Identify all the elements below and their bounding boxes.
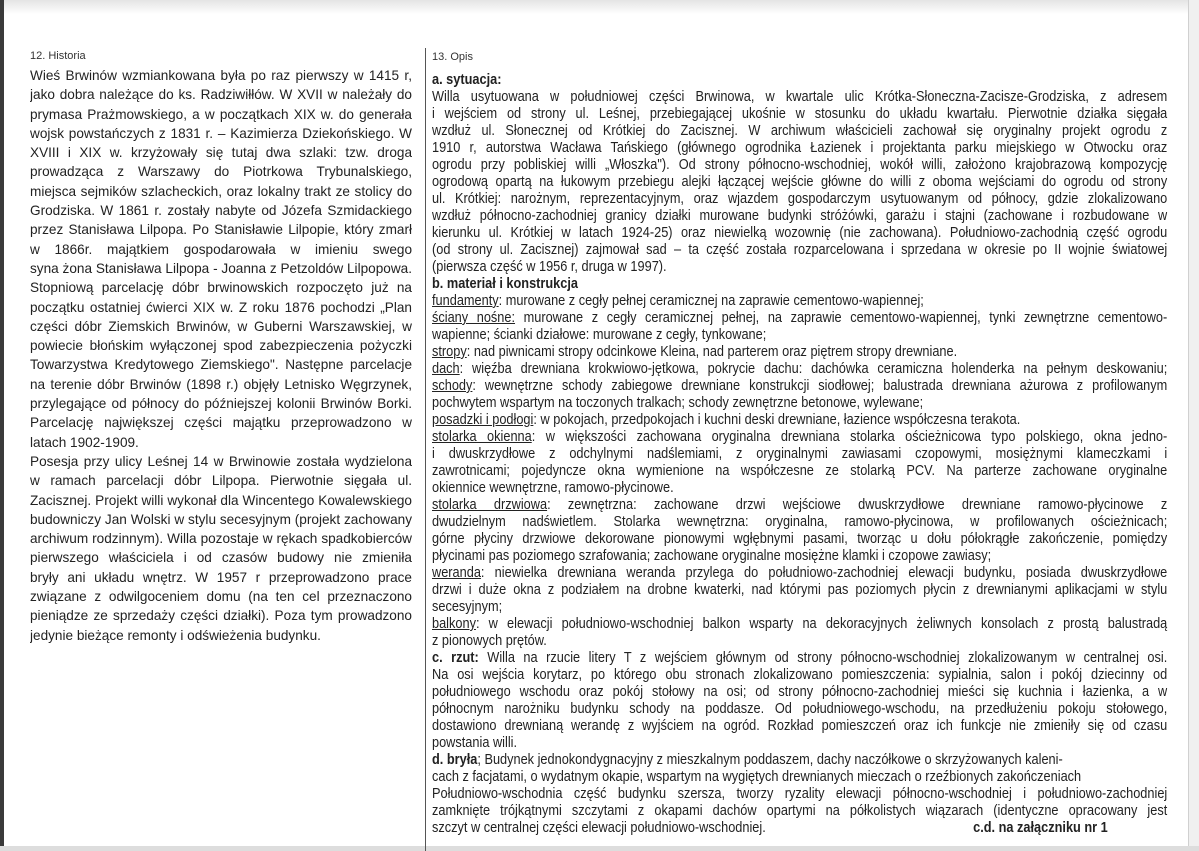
text-segment: syna żona Stanisława Lilpopa - Joanna z Petzoldów Lilpopowa. <box>30 260 412 276</box>
text-line <box>432 241 1167 258</box>
text-segment: dostawiono drewnianą werandę z wyjściem na ogród. Rozkład pomieszczeń oraz ich funkcje nie zmieniły się od czasu <box>432 717 1168 734</box>
text-line <box>432 802 1167 819</box>
text-line <box>432 258 1167 275</box>
text-segment: południowego wschodu oraz pokój stołowy na osi; od strony północno-zachodniej mieści się kuchnia i łazienka, a w <box>432 683 1168 700</box>
text-segment: przez Stanisława Lilpopa. Po Stanisławie Lilpopie, który zmarł <box>30 222 412 238</box>
text-line <box>432 105 1167 122</box>
text-segment: cach z facjatami, o wydatnym okapie, wspartym na wygiętych drewnianych mieczach o rzeźbionych zakończeniach <box>432 768 1082 785</box>
text-segment: Zacisznej. Projekt willi wykonał dla Wincentego Kowalewskiego <box>30 492 412 508</box>
text-line <box>432 292 1167 309</box>
text-line <box>432 632 1167 649</box>
text-line <box>432 479 1167 496</box>
scan-bottom-edge <box>0 846 1199 851</box>
text-line <box>432 785 1167 802</box>
text-line <box>30 240 412 259</box>
text-line <box>30 355 412 374</box>
text-line <box>432 173 1167 190</box>
text-line <box>30 336 412 355</box>
text-segment: Południowo-wschodnia część budynku szersza, tworzy ryzality elewacji północno-wschodniej i południowo-zachodniej <box>432 785 1168 802</box>
subsection-heading: d. bryła <box>432 751 478 768</box>
text-segment: Na osi wejścia korytarz, po którego obu stronach zlokalizowano pomieszczenia: sypialnia, salon i pokój dziecinny od <box>432 666 1168 683</box>
text-line <box>30 220 412 239</box>
section-title-opis: 13. Opis <box>432 51 473 63</box>
text-segment: ul. Krótkiej: narożnym, reprezentacyjnym, oraz wjazdem gospodarczym usytuowanym od północy, gdzie zlokalizowano <box>432 190 1168 207</box>
text-segment: początku ostatniej ćwierci XIX w. Z roku 1876 pochodzi „Plan <box>30 299 412 315</box>
text-segment: przylegające od północy do późniejszej kolonii Brwinów Borki. <box>30 396 412 412</box>
text-line <box>432 428 1167 445</box>
scan-left-edge <box>0 0 4 851</box>
text-segment: Wieś Brwinów wzmiankowana była po raz pierwszy w 1415 r, <box>30 68 412 83</box>
text-line <box>432 819 1167 836</box>
text-segment: w 1866r. majątkiem gospodarowała w imieniu swego <box>30 241 412 257</box>
text-line <box>432 309 1167 326</box>
section-title-historia: 12. Historia <box>30 50 86 62</box>
field-label: stropy <box>432 343 467 360</box>
text-segment: drzwi i duże okna z podziałem na drobne kwaterki, nad którymi pas poziomych płycin z drewnianymi aplikacjami w stylu <box>432 581 1168 598</box>
text-line <box>30 105 412 124</box>
text-line <box>30 568 412 587</box>
text-segment: ogrodu przy pobliskiej willi „Włoszka"). Od strony północno-wschodniej, wokół willi, założono krajobrazową kompozycję <box>432 156 1168 173</box>
text-line <box>30 162 412 181</box>
text-line <box>432 360 1167 377</box>
text-segment: latach 1902-1909. <box>30 434 139 450</box>
text-line <box>432 683 1167 700</box>
text-line <box>432 275 1167 292</box>
text-line <box>432 547 1167 564</box>
text-segment: : nad piwnicami stropy odcinkowe Kleina, nad parterem oraz piętrem stropy drewniane. <box>466 343 958 360</box>
text-segment: miejsca sejmików szlacheckich, oraz lokalny trakt ze stolicy do <box>30 183 412 199</box>
text-segment: Stopniową parcelację dóbr brwinowskich rozpoczęto już na <box>30 280 412 296</box>
text-line <box>432 564 1167 581</box>
field-label: ściany nośne: <box>432 309 516 326</box>
scan-top-shade <box>0 0 1199 14</box>
field-label: stolarka okienna <box>432 428 532 445</box>
text-segment: związane z odwilgoceniem domu (na ten cel przeznaczono <box>30 589 412 605</box>
text-segment: z pionowych prętów. <box>432 632 547 649</box>
text-line <box>30 394 412 413</box>
historia-text <box>30 66 412 645</box>
text-segment: (pierwsza część w 1956 r, druga w 1997). <box>432 258 667 275</box>
text-line <box>432 598 1167 615</box>
text-segment: Parcelację największej części majątku przeprowadzono w <box>30 415 412 431</box>
text-segment: na terenie dóbr Brwinów (1898 r.) objęły Letnisko Węgrzynek, <box>30 376 412 392</box>
field-label: weranda <box>432 564 481 581</box>
text-segment: górne płyciny drzwiowe dekorowane pionowymi wgłębnymi pasami, tworząc u dołu półokrągłe zakończenie, pomiędzy <box>432 530 1168 547</box>
text-segment: Posesja przy ulicy Leśnej 14 w Brwinowie została wydzielona <box>30 453 412 469</box>
text-line <box>30 529 412 548</box>
text-segment: murowane z cegły ceramicznej pełnej, na zaprawie cementowo-wapiennej, tynki zewnętrzne cementowo- <box>515 309 1168 326</box>
text-segment: : w większości zachowana oryginalna drewniana stolarka ościeżnicowa typo polskiego, okna jedno- <box>531 428 1168 445</box>
text-line <box>30 510 412 529</box>
text-line <box>30 278 412 297</box>
text-line <box>432 445 1167 462</box>
text-segment: bryły ani układu wnętrz. W 1957 r przeprowadzono prace <box>30 569 412 585</box>
text-line <box>30 259 412 278</box>
text-segment: wzdłuż ul. Słonecznej od Krótkiej do Zacisznej. W archiwum właścicieli zachował się oryginalny projekt ogrodu z <box>432 122 1168 139</box>
text-line <box>30 143 412 162</box>
text-segment: archiwum rodzinnym). Willa pozostaje w rękach spadkobierców <box>30 531 412 547</box>
text-segment: płycinami pas poziomego szrafowania; zachowane oryginalne mosiężne klamki i czopowe zawiasy; <box>432 547 992 564</box>
text-line <box>30 85 412 104</box>
field-label: schody <box>432 377 473 394</box>
text-line <box>432 88 1167 105</box>
text-line <box>432 156 1167 173</box>
subsection-heading: b. materiał i konstrukcja <box>432 275 578 292</box>
scan-right-edge <box>1188 0 1199 851</box>
text-line <box>432 666 1167 683</box>
text-line <box>30 606 412 625</box>
text-line <box>432 394 1167 411</box>
text-segment: Towarzystwa Kredytowego Ziemskiego". Następne parcelacje <box>30 357 412 373</box>
text-line <box>432 71 1167 88</box>
text-segment: północnym narożniku budynku schody na poddasze. Od południowego-wschodu, na przedłużeniu pokoju stołowego, <box>432 700 1168 717</box>
text-line <box>432 649 1167 666</box>
text-line <box>432 581 1167 598</box>
text-line <box>432 343 1167 360</box>
text-segment: budowniczy Jan Wolski w stylu secesyjnym (projekt zachowany <box>30 511 412 527</box>
text-segment: dwudzielnym nadświetlem. Stolarka wewnętrzna: oryginalna, ramowo-płycinowa, w profilowanych ościeżnicach; <box>432 513 1168 530</box>
continuation-note: c.d. na załączniku nr 1 <box>973 819 1108 836</box>
text-segment: : wewnętrzne schody zabiegowe drewniane konstrukcji siodłowej; balustrada drewniana ażurowa z profilowanym <box>472 377 1168 394</box>
text-line <box>432 224 1167 241</box>
text-line <box>30 66 412 85</box>
text-line <box>30 452 412 471</box>
text-line <box>432 207 1167 224</box>
text-segment: wapienne; ścianki działowe: murowane z cegły, tynkowane; <box>432 326 767 343</box>
subsection-heading: a. sytuacja: <box>432 71 502 88</box>
text-segment: 1910 r, autorstwa Wacława Tańskiego (głównego ogrodnika Łazienek i projektanta parku miejskiego w Otwocku oraz <box>432 139 1168 156</box>
text-segment: : więźba drewniana krokwiowo-jętkowa, pokrycie dachu: dachówka ceramiczna holenderka na pełnym deskowaniu; <box>459 360 1168 377</box>
text-line <box>30 587 412 606</box>
text-line <box>30 548 412 567</box>
text-segment: : w elewacji południowo-wschodniej balkon wsparty na dekoracyjnych żeliwnych konsolach z prostą balustradą <box>475 615 1168 632</box>
text-segment: : murowane z cegły pełnej ceramicznej na zaprawie cementowo-wapiennej; <box>498 292 924 309</box>
text-line <box>432 751 1167 768</box>
text-segment: szczyt w centralnej części elewacji południowo-wschodniej. <box>432 819 766 836</box>
text-segment: zamknięte trójkątnymi szczytami z okapami dachów opartymi na półkolistych wiązarach (identyczne opracowany jest <box>432 802 1168 819</box>
text-segment: ogrodową opartą na łukowym przebiegu alejki łączącej wejście główne do willi z oboma wejściami do ogrodu od strony <box>432 173 1168 190</box>
text-segment: w ramach parcelacji dóbr Lilpopa. Pierwotnie sięgała ul. <box>30 473 412 489</box>
text-segment: Grodziska. W 1861 r. zostały nabyte od Józefa Szmidackiego <box>30 203 412 219</box>
field-label: posadzki i podłogi <box>432 411 534 428</box>
text-line <box>30 375 412 394</box>
text-segment: ; Budynek jednokondygnacyjny z mieszkalnym poddaszem, dachy naczółkowe o skrzyżowanych kaleni- <box>477 751 1063 768</box>
text-segment: powstania willi. <box>432 734 518 751</box>
subsection-heading: c. rzut: <box>432 649 479 666</box>
text-line <box>432 530 1167 547</box>
text-line <box>30 626 412 645</box>
text-segment: pierwszego właściciela i od czasów budowy nie zmieniła <box>30 550 412 566</box>
text-segment: powiecie błońskim wyłączonej spod zabezpieczenia pożyczki <box>30 338 412 354</box>
text-segment: prowadząca z Warszawy do Piotrkowa Trybunalskiego, <box>30 164 412 180</box>
text-segment: prymasa Prażmowskiego, a w początkach XIX w. do generała <box>30 106 412 122</box>
text-segment: i wejściem od strony ul. Leśnej, przebiegającej ukośnie w stosunku do układu kwartału. Pierwotnie działka sięgała <box>432 105 1168 122</box>
text-segment: wojsk powstańczych z 1831 r. – Kazimierza Dziekońskiego. W <box>30 125 412 141</box>
text-segment: i dwuskrzydłowe z odchylnymi nadślemiami, z oryginalnymi zawiasami czopowymi, mosiężnymi klameczkami i <box>432 445 1168 462</box>
text-segment: wzdłuż północno-zachodniej granicy działki murowane budynki stróżówki, garażu i stajni (zachowane i rozbudowane w <box>432 207 1168 224</box>
field-label: dach <box>432 360 460 377</box>
text-line <box>30 201 412 220</box>
field-label: fundamenty <box>432 292 499 309</box>
text-segment: okiennice wewnętrzne, ramowo-płycinowe. <box>432 479 674 496</box>
text-segment: pochwytem wspartym na toczonych tralkach; schody zewnętrzne betonowe, wylewane; <box>432 394 924 411</box>
text-segment: jedynie bieżące remonty i odświeżenia budynku. <box>30 627 321 643</box>
text-line <box>432 734 1167 751</box>
text-line <box>30 491 412 510</box>
text-segment: secesyjnym; <box>432 598 503 615</box>
text-line <box>30 317 412 336</box>
text-line <box>30 124 412 143</box>
text-segment: : w pokojach, przedpokojach i kuchni deski drewniane, łazience współczesna terakota. <box>533 411 1021 428</box>
text-line <box>432 496 1167 513</box>
text-line <box>432 615 1167 632</box>
text-segment: Willa na rzucie litery T z wejściem głównym od strony północno-wschodniej zlokalizowanym w centralnej osi. <box>478 649 1168 666</box>
text-line <box>30 433 412 452</box>
text-segment: Willa usytuowana w południowej części Brwinowa, w kwartale ulic Krótka-Słoneczna-Zacisze-Grodziska, z adresem <box>432 88 1168 105</box>
text-line <box>432 717 1167 734</box>
text-segment: XVIII i XIX w. krzyżowały się tutaj dwa szlaki: tzw. droga <box>30 145 412 161</box>
text-line <box>432 326 1167 343</box>
text-segment: : niewielka drewniana weranda przylega do południowo-zachodniej elewacji budynku, posiada dwuskrzydłowe <box>480 564 1168 581</box>
text-line <box>30 298 412 317</box>
text-line <box>30 413 412 432</box>
field-label: balkony <box>432 615 476 632</box>
text-segment: kierunku ul. Krótkiej w latach 1924-25) oraz niewielką wozownię (nie zachowana). Południowo-zachodnią część ogrodu <box>432 224 1168 241</box>
text-line <box>30 182 412 201</box>
text-line <box>432 377 1167 394</box>
text-segment: : zewnętrzna: zachowane drzwi wejściowe dwuskrzydłowe drewniane ramowo-płycinowe z <box>547 496 1168 513</box>
text-line <box>432 122 1167 139</box>
text-segment: części dóbr Ziemskich Brwinów, w Guberni Warszawskiej, w <box>30 318 412 334</box>
text-line <box>432 513 1167 530</box>
text-line <box>432 768 1167 785</box>
text-line <box>432 700 1167 717</box>
opis-text <box>432 71 1167 836</box>
text-line <box>432 139 1167 156</box>
text-line <box>432 411 1167 428</box>
text-segment: jako dobra należące do ks. Radziwiłłów. W XVII w należały do <box>30 87 412 103</box>
text-segment: pieniądze ze sprzedaży części działki). Poza tym prowadzono <box>30 608 412 624</box>
text-line <box>30 471 412 490</box>
text-segment: (od strony ul. Zacisznej) zajmował sad – ta część została rozparcelowana i sprzedana w okresie po II wojnie światowej <box>432 241 1168 258</box>
column-divider <box>425 48 426 851</box>
text-line <box>432 190 1167 207</box>
text-line <box>432 462 1167 479</box>
field-label: stolarka drzwiowa <box>432 496 548 513</box>
text-segment: zawrotnicami; pojedyncze okna wymienione na współczesne ze stolarką PCV. Na parterze zachowane oryginalne <box>432 462 1168 479</box>
